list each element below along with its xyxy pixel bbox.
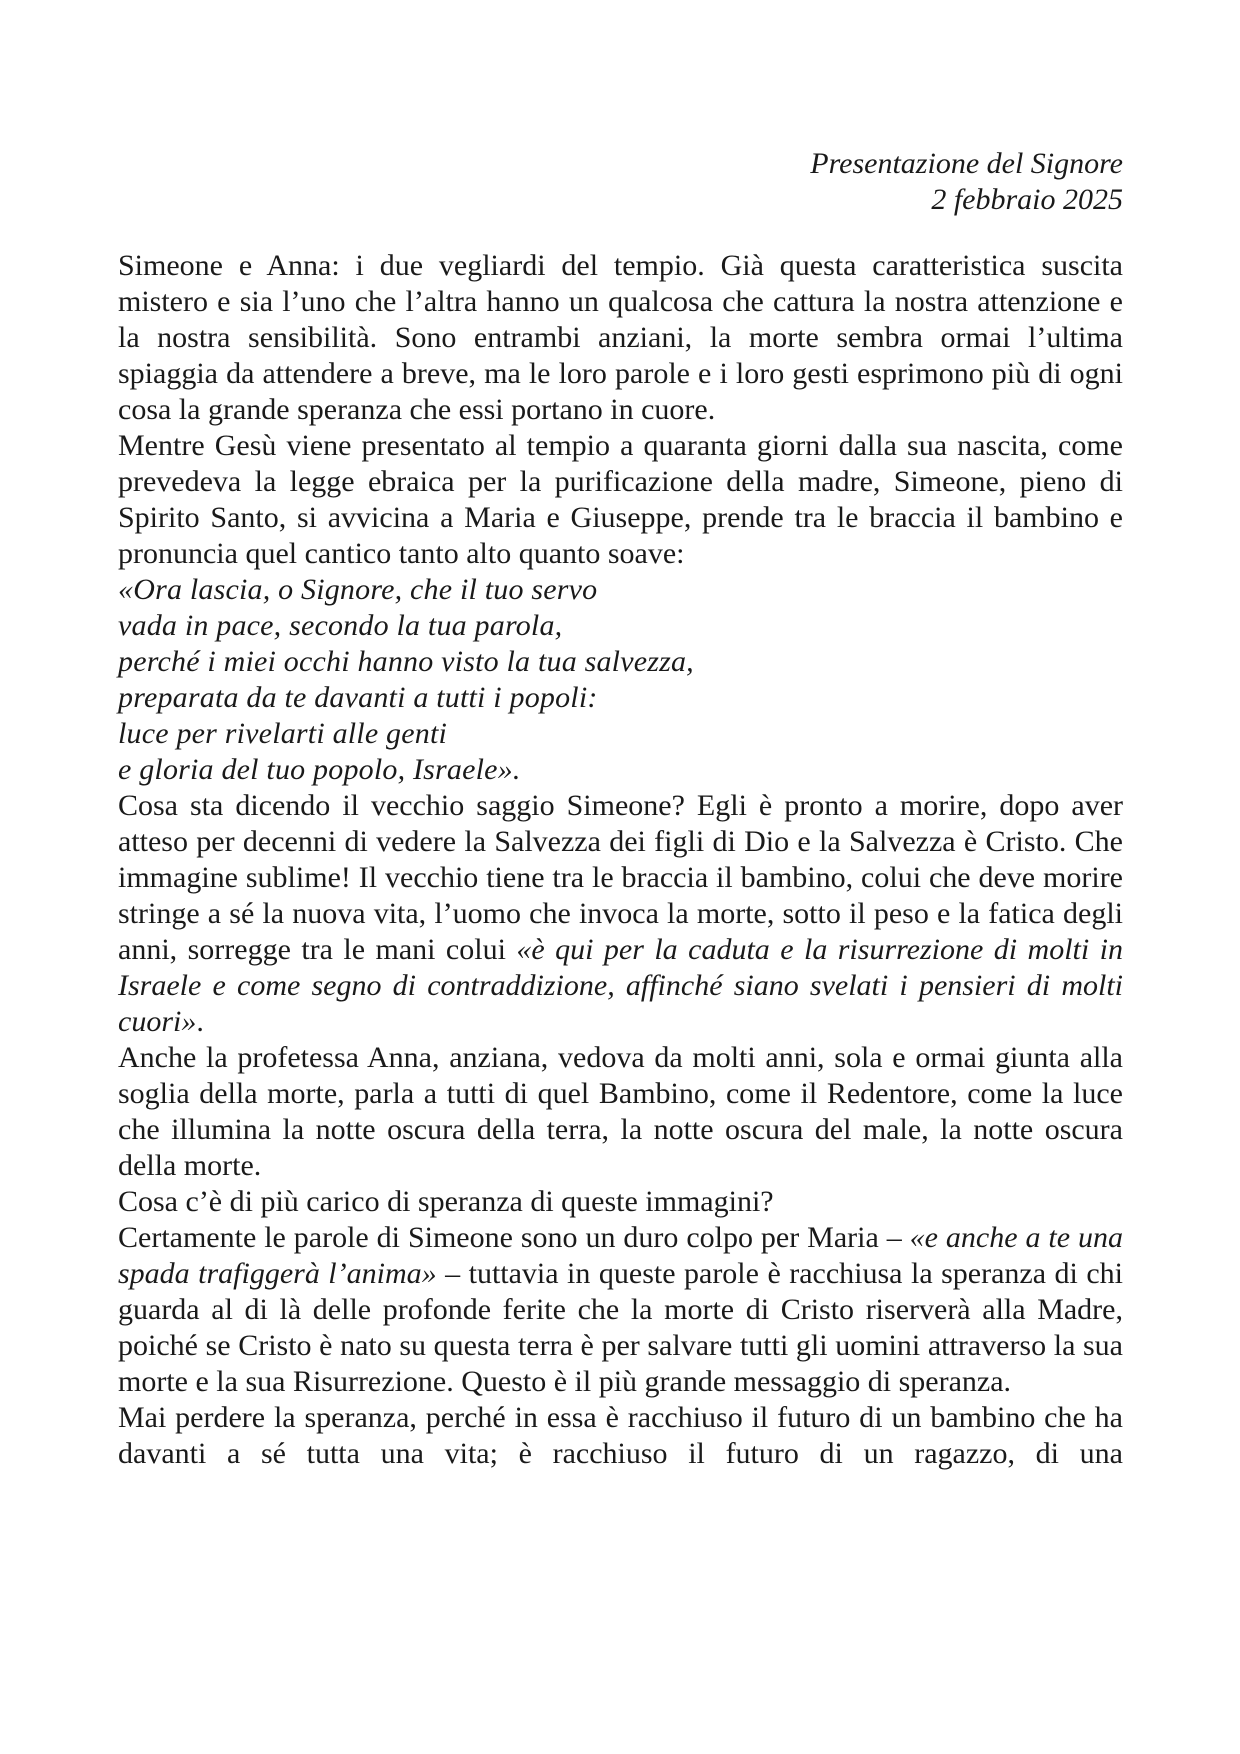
paragraph-2: Mentre Gesù viene presentato al tempio a quaranta giorni dalla sua nascita, come prevedeva la legge ebraica per la purificazione della madre, Simeone, pieno di Spirito Santo, si avvicina a Maria e Giuseppe, prende tra le braccia il bambino e pronuncia quel cantico tanto alto quanto soave: [118, 429, 1123, 570]
canticle-line-3: perché i miei occhi hanno visto la tua salvezza, [118, 645, 694, 678]
paragraph-6-rest: – tuttavia in queste parole è racchiusa la speranza di chi guarda al di là delle profonde ferite che la morte di Cristo riserverà alla Madre, poiché se Cristo è nato su questa terra è per salvare tutti gli uomini attraverso la sua morte e la sua Risurrezione. Questo è il più grande messaggio di speranza. [118, 1257, 1123, 1398]
document-page [118, 146, 1123, 1472]
paragraph-3-end: . [196, 1005, 204, 1038]
paragraph-6-text: Certamente le parole di Simeone sono un duro colpo per Maria – [118, 1221, 910, 1254]
paragraph-3-text: Cosa sta dicendo il vecchio saggio Simeone? Egli è pronto a morire, dopo aver atteso per decenni di vedere la Salvezza dei figli di Dio e la Salvezza è Cristo. Che immagine sublime! Il vecchio tiene tra le braccia il bambino, colui che deve morire stringe a sé la nuova vita, l’uomo che invoca la morte, sotto il peso e la fatica degli anni, sorregge tra le mani colui [118, 789, 1123, 966]
canticle-line-5: luce per rivelarti alle genti [118, 717, 448, 750]
paragraph-1: Simeone e Anna: i due vegliardi del tempio. Già questa caratteristica suscita mistero e sia l’uno che l’altra hanno un qualcosa che cattura la nostra attenzione e la nostra sensibilità. Sono entrambi anziani, la morte sembra ormai l’ultima spiaggia da attendere a breve, ma le loro parole e i loro gesti esprimono più di ogni cosa la grande speranza che essi portano in cuore. [118, 249, 1123, 426]
paragraph-4: Anche la profetessa Anna, anziana, vedova da molti anni, sola e ormai giunta alla soglia della morte, parla a tutti di quel Bambino, come il Redentore, come la luce che illumina la notte oscura della terra, la notte oscura del male, la notte oscura della morte. [118, 1041, 1123, 1182]
feast-title: Presentazione del Signore [810, 147, 1123, 180]
paragraph-3-quote: «è qui per la caduta e la risurrezione di molti in Israele e come segno di contraddizione, affinché siano svelati i pensieri di molti cuori» [118, 933, 1123, 1038]
paragraph-6-quote: «e anche a te una spada trafiggerà l’anima» [118, 1221, 1123, 1290]
canticle-line-6: e gloria del tuo popolo, Israele». [118, 753, 521, 786]
paragraph-6 [118, 1220, 1123, 1400]
paragraph-3 [118, 788, 1123, 1040]
feast-date: 2 febbraio 2025 [931, 183, 1123, 216]
paragraph-5: Cosa c’è di più carico di speranza di queste immagini? [118, 1185, 774, 1218]
canticle-line-1: «Ora lascia, o Signore, che il tuo servo [118, 573, 598, 606]
canticle-line-4: preparata da te davanti a tutti i popoli: [118, 681, 598, 714]
document-body [118, 248, 1123, 1472]
canticle-line-2: vada in pace, secondo la tua parola, [118, 609, 563, 642]
paragraph-7: Mai perdere la speranza, perché in essa è racchiuso il futuro di un bambino che ha davanti a sé tutta una vita; è racchiuso il futuro di un ragazzo, di una [118, 1401, 1123, 1470]
document-header [118, 146, 1123, 218]
